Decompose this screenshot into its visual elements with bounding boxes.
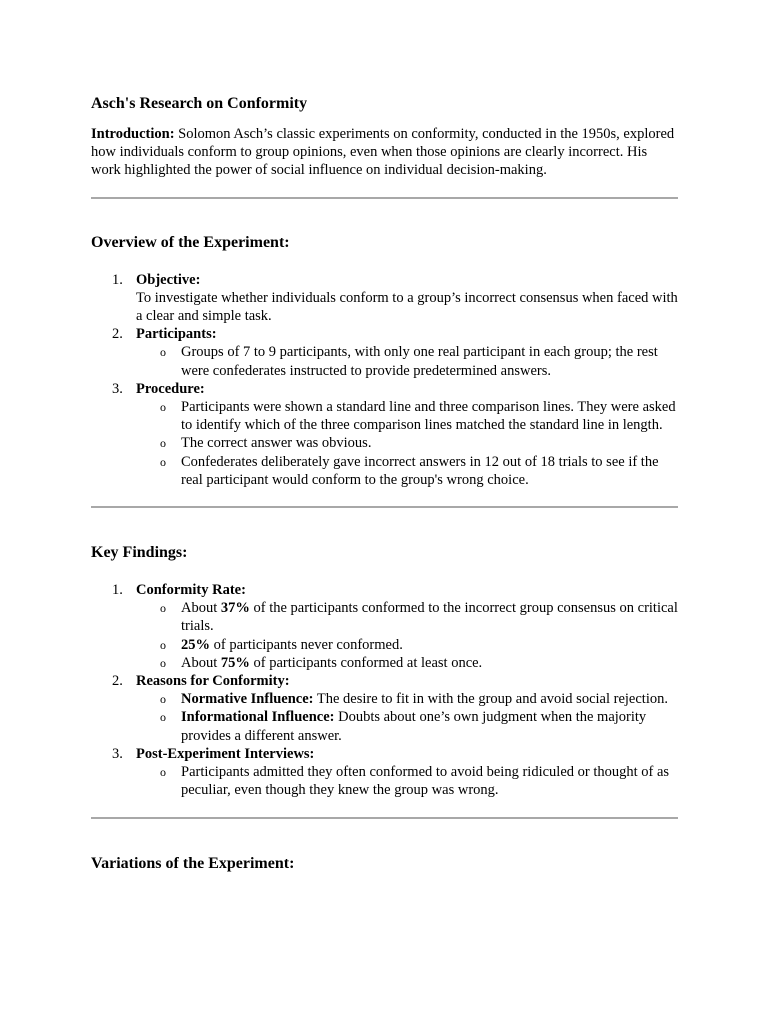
item-number: 2. xyxy=(112,673,123,690)
section-divider xyxy=(91,506,678,508)
bullet-marker: o xyxy=(160,710,166,725)
sub-list-item xyxy=(136,708,678,744)
item-number: 1. xyxy=(112,582,123,599)
sub-list-item xyxy=(136,343,678,379)
sub-item-pre: Participants admitted they often conformed to avoid being ridiculed or thought of as peculiar, even though they knew the group was wrong. xyxy=(181,764,670,799)
sub-item-bold: 37% xyxy=(220,600,250,617)
section-divider xyxy=(91,817,678,819)
sub-item-post: The desire to fit in with the group and avoid social rejection. xyxy=(313,691,668,708)
variations-heading: Variations of the Experiment: xyxy=(91,855,295,873)
sub-list-item xyxy=(136,763,678,799)
item-number: 3. xyxy=(112,380,123,397)
intro-paragraph xyxy=(91,125,678,180)
item-title: Conformity Rate: xyxy=(136,582,246,599)
sub-list-item xyxy=(136,599,678,635)
sub-item-pre: About xyxy=(181,654,221,671)
bullet-marker: o xyxy=(160,637,166,652)
item-number: 3. xyxy=(112,745,123,762)
sub-list-item xyxy=(136,453,678,489)
item-number: 1. xyxy=(112,271,123,288)
item-text: To investigate whether individuals conform to a group’s incorrect consensus when faced with a clear and simple task. xyxy=(136,289,678,325)
item-title: Procedure: xyxy=(136,380,205,397)
overview-item-objective xyxy=(91,271,678,326)
bullet-marker: o xyxy=(160,454,166,469)
findings-list xyxy=(91,581,678,799)
intro-text: Solomon Asch’s classic experiments on conformity, conducted in the 1950s, explored how individuals conform to group opinions, even when those opinions are clearly incorrect. His work highlighted the power of social influence on individual decision-making. xyxy=(91,126,675,179)
item-title: Post-Experiment Interviews: xyxy=(136,745,315,762)
findings-item-conformity-rate xyxy=(91,581,678,672)
bullet-marker: o xyxy=(160,345,166,360)
bullet-marker: o xyxy=(160,655,166,670)
bullet-marker: o xyxy=(160,436,166,451)
sub-item-text: Groups of 7 to 9 participants, with only one real participant in each group; the rest were confederates instructed to provide predetermined answers. xyxy=(181,344,658,379)
item-title: Participants: xyxy=(136,326,217,343)
sub-list xyxy=(136,763,678,799)
sub-list xyxy=(136,343,678,379)
sub-item-text: Confederates deliberately gave incorrect answers in 12 out of 18 trials to see if the real participant would conform to the group's wrong choice. xyxy=(181,453,659,488)
document-content xyxy=(91,94,678,874)
item-title: Objective: xyxy=(136,271,201,288)
overview-heading: Overview of the Experiment: xyxy=(91,233,290,251)
findings-item-reasons xyxy=(91,672,678,745)
findings-heading: Key Findings: xyxy=(91,544,188,562)
sub-list-item xyxy=(136,636,678,654)
sub-item-pre: About xyxy=(181,600,221,617)
sub-list-item xyxy=(136,398,678,434)
sub-item-bold: 75% xyxy=(220,654,250,671)
overview-list xyxy=(91,271,678,489)
sub-item-bold: 25% xyxy=(181,636,210,653)
sub-item-post: Doubts about one’s own judgment when the majority provides a different answer. xyxy=(181,709,647,744)
sub-item-post: of participants never conformed. xyxy=(210,636,403,653)
overview-item-procedure xyxy=(91,380,678,489)
sub-item-post: of the participants conformed to the incorrect group consensus on critical trials. xyxy=(181,600,678,635)
item-title: Reasons for Conformity: xyxy=(136,673,290,690)
section-divider xyxy=(91,197,678,199)
sub-list-item xyxy=(136,690,678,708)
sub-list xyxy=(136,690,678,745)
sub-item-bold: Informational Influence: xyxy=(181,709,335,726)
sub-list xyxy=(136,398,678,489)
bullet-marker: o xyxy=(160,400,166,415)
document-title: Asch's Research on Conformity xyxy=(91,95,308,112)
overview-item-participants xyxy=(91,325,678,380)
sub-item-post: of participants conformed at least once. xyxy=(249,654,483,671)
bullet-marker: o xyxy=(160,601,166,616)
sub-list xyxy=(136,599,678,672)
bullet-marker: o xyxy=(160,765,166,780)
sub-list-item xyxy=(136,434,678,452)
sub-list-item xyxy=(136,654,678,672)
sub-item-text: Participants were shown a standard line and three comparison lines. They were asked to identify which of the three comparison lines matched the standard line in length. xyxy=(181,399,676,434)
findings-item-interviews xyxy=(91,745,678,800)
item-number: 2. xyxy=(112,326,123,343)
intro-label: Introduction: xyxy=(91,126,175,142)
sub-item-bold: Normative Influence: xyxy=(181,691,314,708)
sub-item-text: The correct answer was obvious. xyxy=(181,435,372,452)
bullet-marker: o xyxy=(160,692,166,707)
